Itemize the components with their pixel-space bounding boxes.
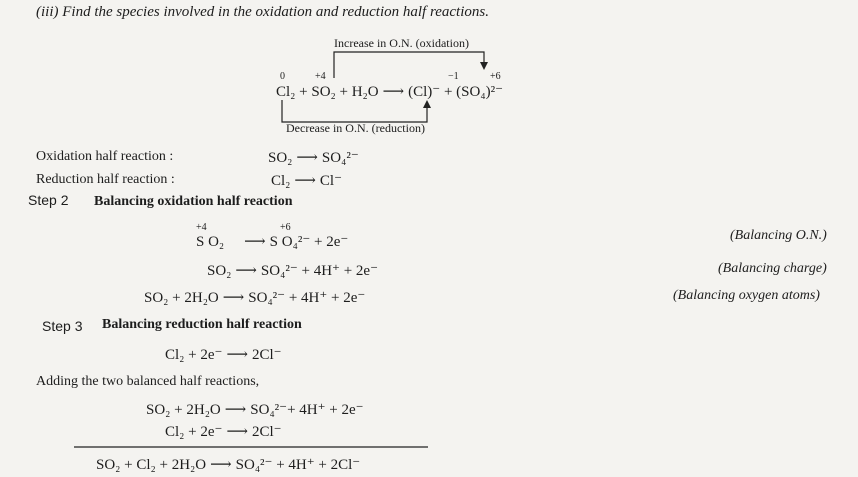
redox-equation (276, 82, 503, 101)
overall-equation: SO₂ + Cl₂ + 2H₂O ⟶ SO₄²⁻ + 4H⁺ + 2Cl⁻ (96, 457, 361, 473)
step2-label: Step 2 (28, 192, 69, 208)
note-balancing-on: (Balancing O.N.) (730, 228, 827, 243)
adding-label: Adding the two balanced half reactions, (36, 374, 260, 389)
reaction-arrow: ⟶ (235, 263, 257, 279)
oxidation-half-label: Oxidation half reaction : (36, 149, 174, 164)
decrease-on-label: Decrease in O.N. (reduction) (286, 121, 425, 135)
on-so2: +4 (315, 71, 326, 82)
step2-eq2: SO₂ ⟶ SO₄²⁻ + 4H⁺ + 2e⁻ (207, 263, 378, 279)
reaction-arrow: ⟶ (226, 424, 248, 440)
reaction-arrow: ⟶ (244, 234, 266, 250)
oxidation-half-equation: SO₂ ⟶ SO₄²⁻ (268, 150, 359, 166)
increase-on-label: Increase in O.N. (oxidation) (334, 36, 469, 50)
step2-title: Balancing oxidation half reaction (94, 194, 293, 209)
step2-eq3: SO₂ + 2H₂O ⟶ SO₄²⁻ + 4H⁺ + 2e⁻ (144, 290, 366, 306)
step3-label: Step 3 (42, 318, 83, 334)
on-s-left: +4 (196, 222, 207, 233)
reduction-half-label: Reduction half reaction : (36, 172, 175, 187)
reaction-arrow: ⟶ (382, 84, 405, 100)
step3-title: Balancing reduction half reaction (102, 317, 302, 332)
on-cl-minus: −1 (448, 71, 459, 82)
redox-reactants: Cl₂ + SO₂ + H₂O (276, 84, 379, 100)
reaction-arrow: ⟶ (222, 290, 245, 306)
redox-products: (Cl)⁻ + (SO₄)²⁻ (408, 84, 503, 100)
question-heading: (iii) Find the species involved in the oxidation and reduction half reactions. (36, 4, 489, 20)
decrease-bracket (282, 100, 427, 122)
reaction-arrow: ⟶ (296, 150, 318, 166)
reaction-arrow: ⟶ (224, 402, 247, 418)
reaction-arrow: ⟶ (226, 347, 248, 363)
note-balancing-oxygen: (Balancing oxygen atoms) (673, 288, 820, 303)
reduction-half-equation: Cl₂ ⟶ Cl⁻ (271, 173, 343, 189)
on-so4: +6 (490, 71, 501, 82)
step3-eq1: Cl₂ + 2e⁻ ⟶ 2Cl⁻ (165, 347, 282, 363)
on-cl2: 0 (280, 71, 285, 82)
reaction-arrow: ⟶ (210, 457, 232, 473)
increase-bracket (334, 52, 484, 78)
step2-eq1: S O₂ ⟶ S O₄²⁻ + 2e⁻ (196, 234, 349, 250)
decrease-arrowhead (423, 100, 431, 108)
adding-eq1: SO₂ + 2H₂O ⟶ SO₄²⁻+ 4H⁺ + 2e⁻ (146, 402, 364, 418)
reaction-arrow: ⟶ (294, 173, 316, 189)
note-balancing-charge: (Balancing charge) (718, 261, 827, 276)
increase-arrowhead (480, 62, 488, 70)
adding-eq2: Cl₂ + 2e⁻ ⟶ 2Cl⁻ (165, 424, 282, 440)
on-s-right: +6 (280, 222, 291, 233)
